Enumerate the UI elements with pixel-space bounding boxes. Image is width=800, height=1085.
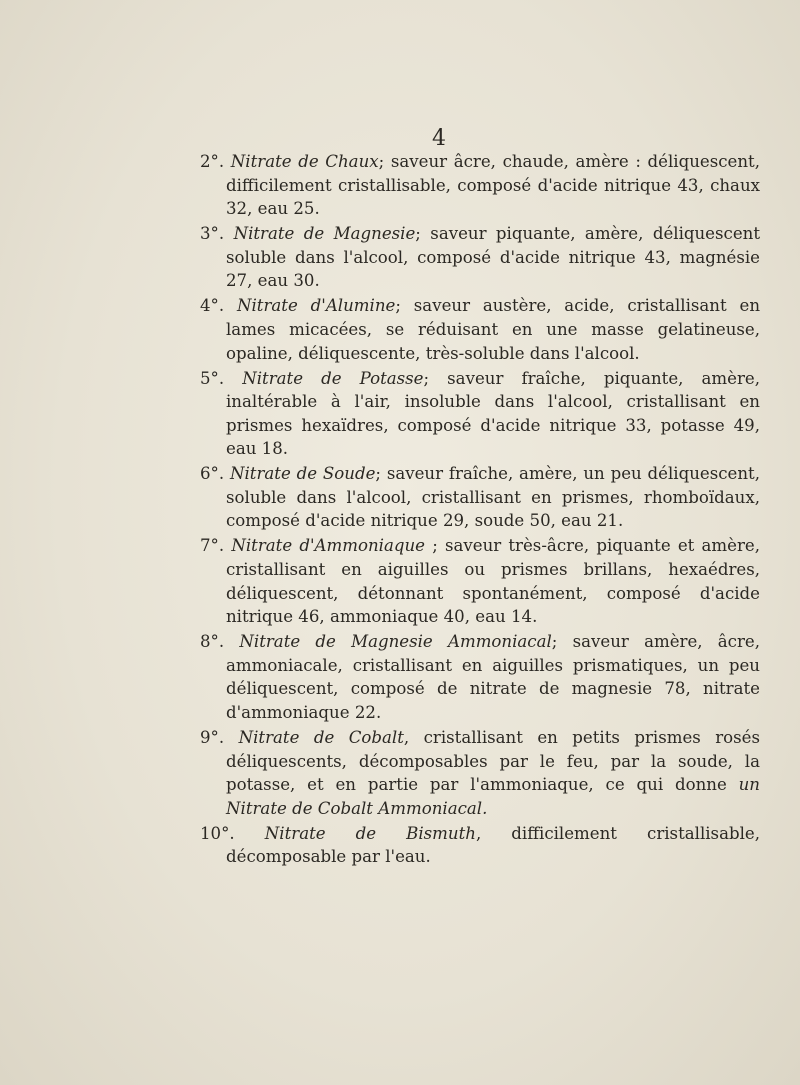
entry-text: ; saveur fraîche, piquante, amère, inaltérable à l'air, insoluble dans l'alcool, cristallisant en prismes hexaïdres, composé d'acide nitrique 33, potasse 49, eau 18. bbox=[226, 368, 760, 459]
entry-text: , cristallisant en petits prismes rosés déliquescents, décomposables par le feu, par la soude, la potasse, et en partie par l'ammoniaque, ce qui donne bbox=[226, 727, 761, 795]
entry-name: Nitrate de Magnesie Ammoniacal bbox=[239, 632, 552, 652]
entry-number: 5°. bbox=[200, 368, 225, 388]
entry-text: ; saveur fraîche, amère, un peu déliquescent, soluble dans l'alcool, cristallisant en prismes, rhomboïdaux, composé d'acide nitrique 29, soude 50, eau 21. bbox=[226, 464, 760, 531]
entry-number: 7°. bbox=[200, 536, 225, 556]
entry-number: 3°. bbox=[200, 224, 225, 244]
entry-number: 6°. bbox=[200, 464, 225, 484]
entry-name: Nitrate d'Ammoniaque bbox=[231, 536, 425, 556]
entry-number: 8°. bbox=[200, 632, 225, 652]
entry-text: ; saveur âcre, chaude, amère : déliquescent, difficilement cristallisable, composé d'acide nitrique 43, chaux 32, eau 25. bbox=[226, 152, 760, 219]
page-number: 4 bbox=[432, 126, 446, 151]
entry-number: 9°. bbox=[200, 727, 225, 747]
entry-italic-tail: un Nitrate de Cobalt Ammoniacal. bbox=[226, 775, 760, 818]
entry-number: 10°. bbox=[200, 823, 235, 843]
entry-name: Nitrate de Chaux bbox=[230, 152, 379, 171]
entry-text: ; saveur amère, âcre, ammoniacale, cristallisant en aiguilles prismatiques, un peu déliquescent, composé de nitrate de magnesie 78, nitrate d'ammoniaque 22. bbox=[226, 632, 760, 722]
entry bbox=[200, 726, 760, 820]
entry-text: ; saveur très-âcre, piquante et amère, cristallisant en aiguilles ou prismes brillans, hexaédres, déliquescent, détonnant spontanément, composé d'acide nitrique 46, ammoniaque 40, eau 14. bbox=[226, 536, 760, 627]
entry-name: Nitrate de Potasse bbox=[242, 368, 424, 388]
entry-text: , difficilement cristallisable, décomposable par l'eau. bbox=[226, 823, 760, 867]
entry bbox=[200, 222, 760, 293]
entry-name: Nitrate d'Alumine bbox=[236, 296, 396, 316]
entry-list bbox=[200, 150, 760, 870]
entry-text: ; saveur piquante, amère, déliquescent soluble dans l'alcool, composé d'acide nitrique 43, magnésie 27, eau 30. bbox=[226, 224, 760, 291]
entry bbox=[200, 630, 760, 724]
entry-number: 4°. bbox=[200, 296, 225, 316]
entry-name: Nitrate de Bismuth bbox=[264, 823, 476, 843]
entry bbox=[200, 150, 760, 221]
entry bbox=[200, 294, 760, 365]
entry-number: 2°. bbox=[200, 152, 225, 171]
entry-text: ; saveur austère, acide, cristallisant en lames micacées, se réduisant en une masse gelatineuse, opaline, déliquescente, très-soluble dans l'alcool. bbox=[226, 296, 761, 363]
entry-name: Nitrate de Cobalt bbox=[238, 727, 404, 747]
entry bbox=[200, 462, 760, 533]
entry-name: Nitrate de Magnesie bbox=[233, 224, 416, 244]
entry bbox=[200, 367, 760, 461]
entry-name: Nitrate de Soude bbox=[229, 464, 376, 484]
entry bbox=[200, 822, 760, 869]
entry bbox=[200, 534, 760, 628]
